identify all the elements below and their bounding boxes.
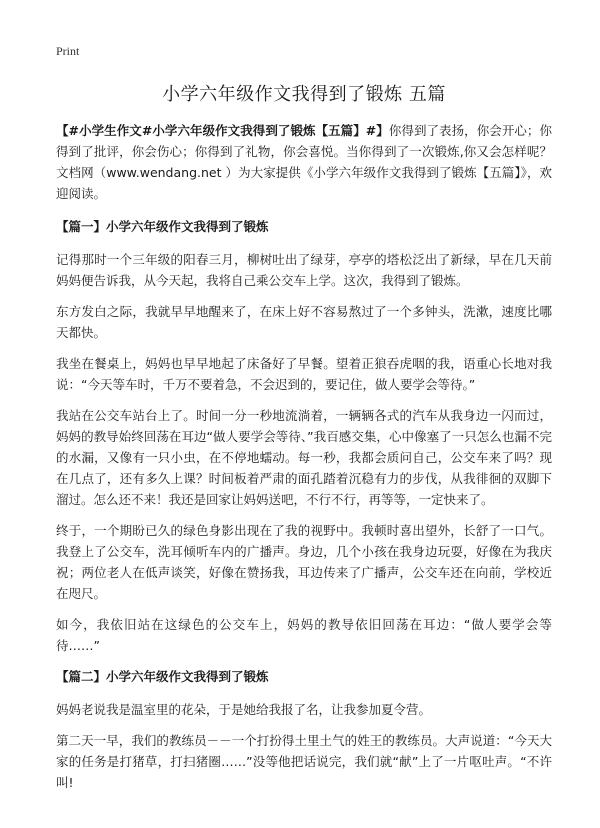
print-label: Print xyxy=(56,44,80,58)
paragraph: 妈妈老说我是温室里的花朵，于是她给我报了名，让我参加夏令营。 xyxy=(56,702,432,717)
intro-tag: 【#小学生作文#小学六年级作文我得到了锻炼【五篇】#】 xyxy=(56,123,389,138)
section-heading-1: 【篇一】小学六年级作文我得到了锻炼 xyxy=(56,219,269,234)
paragraph: 我站在公交车站台上了。时间一分一秒地流淌着，一辆辆各式的汽车从我身边一闪而过，妈妈的教导始终回荡在耳边“做人要学会等待、”我百感交集，心中像塞了一只怎么也漏不完的水漏，又像有一只小虫，在不停地蠕动。每一秒，我都会质问自己，公交车来了吗？现在几点了，还有多久上课？时间板着严肃的面孔踏着沉稳有力的步伐，从我徘徊的双脚下溜过。怎么还不来！我还是回家让妈妈送吧，不行不行，再等等，一定快来了。 xyxy=(56,408,552,507)
paragraph: 如今，我依旧站在这绿色的公交车上，妈妈的教导依旧回荡在耳边：“做人要学会等待……” xyxy=(56,617,552,653)
document-title: 小学六年级作文我得到了锻炼 五篇 xyxy=(162,84,446,105)
paragraph: 我坐在餐桌上，妈妈也早早地起了床备好了早餐。望着正狼吞虎咽的我，语重心长地对我说：“今天等车时，千万不要着急，不会迟到的，要记住，做人要学会等待。” xyxy=(56,356,552,392)
intro-text: 你得到了表扬，你会开心；你得到了批评，你会伤心；你得到了礼物，你会喜悦。当你得到了一次锻炼,你又会怎样呢？文档网（www.wendang.net ）为大家提供《小学六年级作文我得到了锻炼【五篇】》，欢迎阅读。 xyxy=(56,123,552,201)
document-body xyxy=(56,120,552,803)
intro-paragraph xyxy=(56,120,552,204)
paragraph: 记得那时一个三年级的阳春三月，柳树吐出了绿芽，亭亭的塔松泛出了新绿，早在几天前妈妈便告诉我，从今天起，我将自己乘公交车上学。这次，我得到了锻炼。 xyxy=(56,252,552,288)
paragraph: 终于，一个期盼已久的绿色身影出现在了我的视野中。我顿时喜出望外，长舒了一口气。我登上了公交车，洗耳倾听车内的广播声。身边，几个小孩在我身边玩耍，好像在为我庆祝；两位老人在低声谈笑，好像在赞扬我，耳边传来了广播声，公交车还在向前，学校近在咫尺。 xyxy=(56,523,552,601)
paragraph: 东方发白之际，我就早早地醒来了，在床上好不容易熬过了一个多钟头，洗漱，速度比哪天都快。 xyxy=(56,304,552,340)
paragraph: 第二天一早，我们的教练员－－一个打扮得土里土气的姓王的教练员。大声说道：“今天大家的任务是打猪草，打扫猪圈……”没等他把话说完，我们就“献”上了一片呕吐声。“不许叫! xyxy=(56,733,552,790)
section-heading-2: 【篇二】小学六年级作文我得到了锻炼 xyxy=(56,669,269,684)
